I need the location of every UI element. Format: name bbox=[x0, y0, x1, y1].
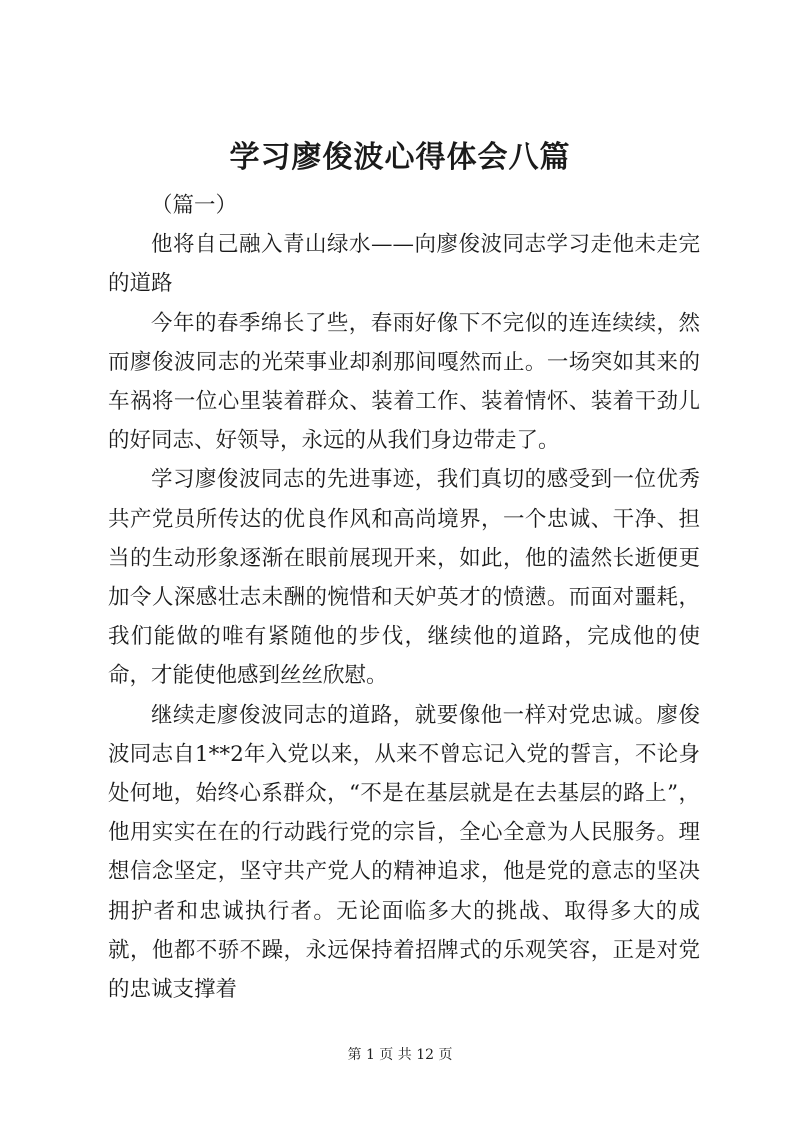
article-heading-paragraph: 他将自己融入青山绿水——向廖俊波同志学习走他未走完的道路 bbox=[108, 232, 700, 297]
body-paragraph: 学习廖俊波同志的先进事迹，我们真切的感受到一位优秀共产党员所传达的优良作风和高尚境界，一个忠诚、干净、担当的生动形象逐渐在眼前展现开来，如此，他的溘然长逝便更加令人深感壮志未酬的惋惜和天妒英才的愤懑。而面对噩耗，我们能做的唯有紧随他的步伐，继续他的道路，完成他的使命，才能使他感到丝丝欣慰。 bbox=[108, 467, 700, 689]
body-paragraph: 今年的春季绵长了些，春雨好像下不完似的连连续续，然而廖俊波同志的光荣事业却刹那间嘎然而止。一场突如其来的车祸将一位心里装着群众、装着工作、装着情怀、装着干劲儿的好同志、好领导，永远的从我们身边带走了。 bbox=[108, 310, 700, 454]
page-footer: 第 1 页 共 12 页 bbox=[347, 1047, 453, 1063]
document-body bbox=[108, 186, 700, 1009]
section-label: （篇一） bbox=[151, 193, 238, 218]
body-paragraph: 继续走廖俊波同志的道路，就要像他一样对党忠诚。廖俊波同志自1**2年入党以来，从来不曾忘记入党的誓言，不论身处何地，始终心系群众，“不是在基层就是在去基层的路上”，他用实实在在的行动践行党的宗旨，全心全意为人民服务。理想信念坚定，坚守共产党人的精神追求，他是党的意志的坚决拥护者和忠诚执行者。无论面临多大的挑战、取得多大的成就，他都不骄不躁，永远保持着招牌式的乐观笑容，正是对党的忠诚支撑着 bbox=[108, 702, 700, 1003]
document-title: 学习廖俊波心得体会八篇 bbox=[229, 140, 571, 175]
